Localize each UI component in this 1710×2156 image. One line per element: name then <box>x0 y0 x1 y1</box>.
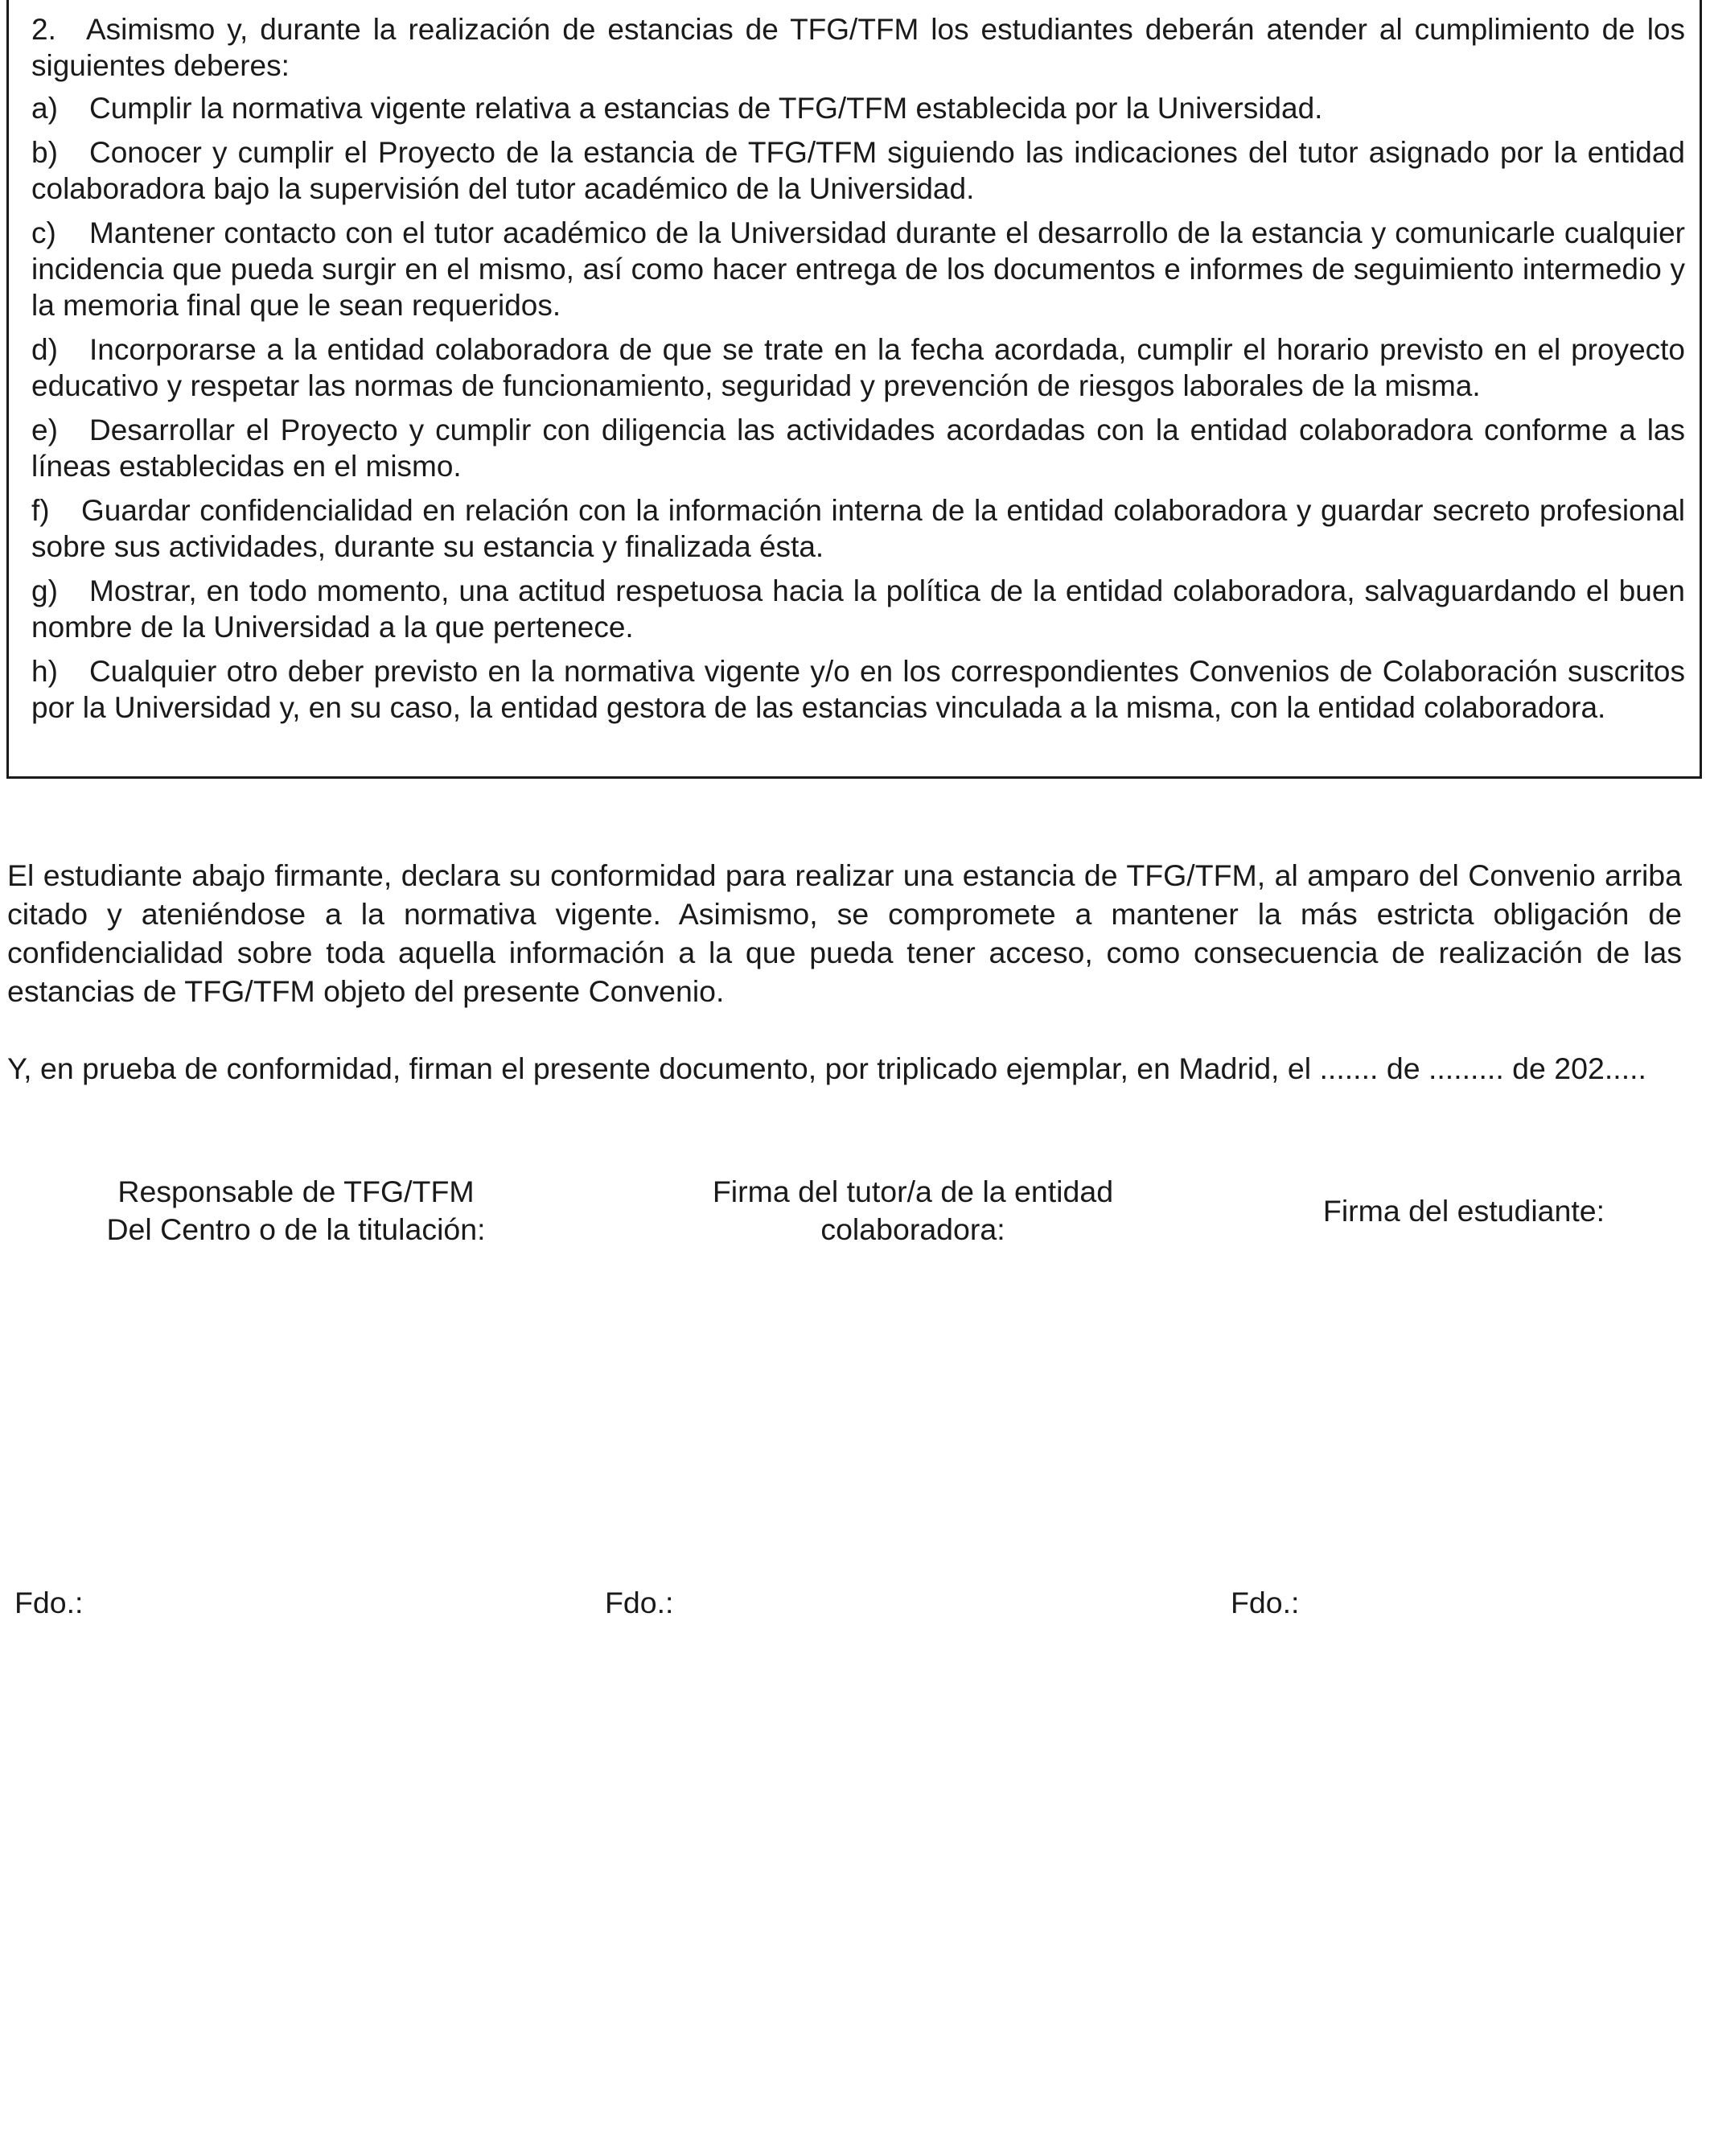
duty-label: c) <box>31 216 56 249</box>
responsable-line-2: Del Centro o de la titulación: <box>106 1212 486 1246</box>
duty-text: Mantener contacto con el tutor académico de la Universidad durante el desarrollo de la estancia y comunicarle cualquier incidencia que pueda surgir en el mismo, así como hacer entrega de los documentos e informes de seguimiento intermedio y la memoria final que le sean requeridos. <box>31 216 1685 322</box>
duty-label: h) <box>31 655 58 688</box>
duty-text: Guardar confidencialidad en relación con la información interna de la entidad colaboradora y guardar secreto profesional sobre sus actividades, durante su estancia y finalizada ésta. <box>31 494 1685 563</box>
duty-label: d) <box>31 333 58 366</box>
intro-number: 2. <box>31 13 56 46</box>
duty-item-h <box>31 653 1685 726</box>
tutor-line-2: colaboradora: <box>820 1212 1005 1246</box>
declaration-paragraph: El estudiante abajo firmante, declara su conformidad para realizar una estancia de TFG/TFM, al amparo del Convenio arriba citado y ateniéndose a la normativa vigente. Asimismo, se compromete a mantener la más estricta obligación de confidencialidad sobre toda aquella información a la que pueda tener acceso, como consecuencia de realización de las estancias de TFG/TFM objeto del presente Convenio. <box>7 858 1682 1008</box>
duty-text: Incorporarse a la entidad colaboradora de que se trate en la fecha acordada, cumplir el horario previsto en el proyecto educativo y respetar las normas de funcionamiento, seguridad y prevención de riesgos laborales de la misma. <box>31 333 1685 402</box>
conformity-paragraph: Y, en prueba de conformidad, firman el presente documento, por triplicado ejemplar, en Madrid, el ....... de ......... de 202..... <box>7 1051 1646 1085</box>
duty-text: Desarrollar el Proyecto y cumplir con diligencia las actividades acordadas con la entidad colaboradora conforme a las líneas establecidas en el mismo. <box>31 414 1685 483</box>
duty-text: Cumplir la normativa vigente relativa a estancias de TFG/TFM establecida por la Universidad. <box>89 92 1323 125</box>
responsable-line-1: Responsable de TFG/TFM <box>117 1175 475 1208</box>
fdo-responsable: Fdo.: <box>14 1586 84 1619</box>
fdo-tutor: Fdo.: <box>605 1586 674 1619</box>
signature-label-tutor <box>672 1173 1154 1249</box>
intro-text: Asimismo y, durante la realización de estancias de TFG/TFM los estudiantes deberán atender al cumplimiento de los siguientes deberes: <box>31 13 1685 82</box>
duty-text: Mostrar, en todo momento, una actitud respetuosa hacia la política de la entidad colaboradora, salvaguardando el buen nombre de la Universidad a la que pertenece. <box>31 574 1685 644</box>
duty-label: b) <box>31 136 58 169</box>
signature-label-responsable <box>55 1173 537 1249</box>
duty-label: a) <box>31 92 58 125</box>
duty-label: f) <box>31 494 50 527</box>
duty-label: e) <box>31 414 58 446</box>
duty-item-d <box>31 331 1685 404</box>
fdo-student: Fdo.: <box>1231 1586 1300 1619</box>
duties-intro <box>31 11 1685 84</box>
duty-item-a <box>31 90 1685 126</box>
duty-text: Cualquier otro deber previsto en la normativa vigente y/o en los correspondientes Convenios de Colaboración suscritos por la Universidad y, en su caso, la entidad gestora de las estancias vinculada a la misma, con la entidad colaboradora. <box>31 655 1685 724</box>
duty-item-e <box>31 412 1685 484</box>
duty-text: Conocer y cumplir el Proyecto de la estancia de TFG/TFM siguiendo las indicaciones del tutor asignado por la entidad colaboradora bajo la supervisión del tutor académico de la Universidad. <box>31 136 1685 205</box>
tutor-line-1: Firma del tutor/a de la entidad <box>712 1175 1114 1208</box>
duty-label: g) <box>31 574 58 607</box>
duty-item-g <box>31 573 1685 645</box>
duty-item-b <box>31 134 1685 207</box>
duty-item-c <box>31 215 1685 323</box>
duty-item-f <box>31 492 1685 565</box>
signature-label-student: Firma del estudiante: <box>1322 1194 1605 1228</box>
duties-box <box>6 0 1702 779</box>
